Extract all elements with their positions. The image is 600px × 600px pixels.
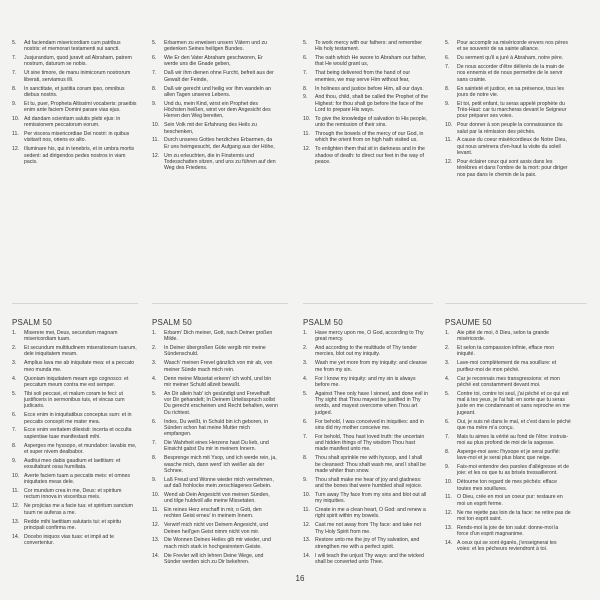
verse-number: 1. [303,330,308,336]
verse-text: Ecce enim veritatem dilexisti: incerta et occulta sapientiae tuae manifestasti mihi. [24,427,132,440]
verse-text: Und du, mein Kind, wirst ein Prophet des Höchsten heißen, wirst vor dem Angesicht des Herren den Weg bereiten, [164,100,271,120]
verse [152,477,278,490]
verse [152,70,278,83]
verse-number: 5. [12,390,17,397]
verse [152,330,278,343]
verse [303,40,429,53]
verse-number: 13. [12,518,20,525]
verse-text: Per viscera misericordiae Dei nostri: in quibus visitavit nos, oriens ex alto. [24,131,130,144]
verse-number: 8. [445,85,450,92]
verse [12,146,138,165]
verse [12,412,138,425]
verse-number: 7. [12,55,17,62]
verse-number: 9. [445,100,450,107]
divider [152,303,288,304]
verse-number: 12. [303,146,311,153]
verse-text: Averte faciem tuam a peccatis meis: et omnes iniquitates meas dele. [24,472,131,486]
verse [303,94,429,113]
verse [152,153,278,172]
verse-text: Aie pitié de moi, ô Dieu, selon ta grande miséricorde. [457,330,549,343]
verse-number: 7. [152,70,157,77]
verse [303,455,429,474]
psalm-heading: PSAUME 50 [445,318,492,327]
verse-text: Sein Volk mit der Erfahrung des Heils zu beschenken, [164,122,257,135]
verse-number: 11. [12,488,19,495]
verse-text: Détourne ton regard de mes péchés: efface toutes mes souillures. [457,479,557,492]
verse [152,553,278,566]
divider [445,303,587,304]
verse-number: 4. [445,375,450,382]
verse [445,391,571,416]
verse [12,70,138,83]
verse-number: 8. [303,455,308,462]
verse-text: Asperges me hyssopo, et mundabor: lavabis me, et super nivem dealbabor. [24,442,137,455]
verse-text: Pour éclairer ceux qui sont assis dans les ténèbres et dans l'ombre de la mort: pour diriger nos pas dans le chemin de la paix. [457,158,568,178]
divider [12,303,138,304]
verse-number: 5. [445,40,450,46]
verse-text: Indes, Du weißt, in Schuld bin ich geboren, in Sünden schon hat meine Mutter mich empfangen. [164,418,269,438]
verse-text: Ecce enim in iniquitatibus conceptus sum: et in peccatis concepit me mater mea. [24,412,132,425]
verse-number: 12. [152,522,160,529]
verse-number: 3. [303,360,308,367]
verse [445,419,571,432]
verse-number: 7. [303,433,308,440]
verse-number: 14. [12,533,20,540]
verse-number: 2. [12,345,17,352]
verse-number: 11. [152,137,159,144]
verse-number: 9. [303,94,308,101]
verse [303,434,429,453]
verse-text: Tibi soli peccavi, et malum coram te feci: ut justificeris in sermonibus tuis, et vincas cum judicaris. [24,390,125,410]
verse [12,519,138,532]
verse [152,345,278,358]
verse-text: An Dir allein hab' ich gesündigt und Frevelhaft vor Dir gehandelt; In Deinem Urteilsspruch sollst Du gerecht erscheinen und Recht behalten, wenn Du richtest. [164,390,278,416]
verse-number: 6. [303,55,308,62]
verse [445,64,571,83]
verse-number: 10. [152,122,160,129]
verse-text: Mais tu aimes la vérité au fond de l'être: instruis-moi au plus profond de moi de la sagesse. [457,433,569,447]
verse [12,86,138,99]
verse-text: For behold, I was conceived in iniquities: and in sins did my mother conceive me. [315,418,424,431]
verse-number: 8. [303,85,308,92]
verse-text: Through the bowels of the mercy of our God, in which the orient from on high hath visited us. [315,131,424,144]
verse [152,507,278,520]
verse [303,116,429,129]
verse-number: 2. [152,345,157,352]
verse [445,137,571,156]
verse-text: Ein reines Herz erschaff in mir, o Gott, den rechten Geist erneu' in meinem Innern. [164,507,262,520]
verse-text: Wasch' meinen Frevel gänzlich von mir ab, von meiner Sünde mach mich rein. [164,360,273,373]
verse [12,116,138,129]
verse [303,146,429,165]
verse [303,391,429,416]
verse [445,159,571,178]
verse-number: 1. [445,330,450,336]
verse-text: Wie Er den Vater Abraham geschworen, Er werde uns die Gnade geben, [164,55,263,68]
verse-number: 13. [303,537,311,544]
verse-text: Turn away Thy face from my sins and blot out all my iniquities. [315,491,427,505]
verse-number: 7. [445,433,450,440]
verse [445,40,571,53]
verse [445,540,571,553]
verse-number: 12. [445,158,453,165]
verse [445,122,571,135]
verse-text: Ad dandam scientiam salutis plebi ejus: in remissionem peccatorum eorum. [24,115,121,129]
verse [152,419,278,438]
verse-number: 9. [12,457,17,464]
verse-number: 10. [303,491,311,498]
verse-number: 3. [12,360,17,367]
verse [12,131,138,144]
verse-number: 7. [445,64,450,71]
page-number: 16 [295,574,305,583]
verse-text: And thou, child, shalt be called the Prophet of the Highest: for thou shalt go before the face of the Lord to prepare His ways. [315,94,429,114]
verse [12,503,138,516]
verse-text: And according to the multitude of Thy tender mercies, blot out my iniquity. [315,345,417,358]
verse-number: 9. [445,464,450,471]
verse-text: Cast me not away from Thy face: and take not Thy Holy Spirit from me. [315,522,422,535]
psalm-column-french [445,318,571,555]
verse [445,449,571,462]
verse-text: Auditui meo dabis gaudium et laetitiam: et exsultabunt ossa humiliata. [24,457,121,471]
verse-number: 10. [303,115,311,122]
verse-text: Daß wir gerecht und heilig vor Ihm wandeln an allen Tagen unseres Lebens. [164,85,271,98]
verse-number: 14. [152,552,160,559]
verse [445,101,571,120]
verse-text: Quoniam iniquitatem meam ego cognosco: et peccatum meum contra me est semper. [24,375,129,388]
verse-text: Docebo iniquos vias tuas: et impii ad te convertentur. [24,533,114,547]
verse-number: 1. [152,330,157,336]
verse-number: 11. [152,507,159,514]
verse-number: 5. [152,390,157,397]
verse-text: Verwirf mich nicht vor Deinem Angesicht, und Deinen heil'gen Geist nimm nicht von mir. [164,522,269,535]
verse-number: 5. [303,40,308,46]
verse-text: Restore unto me the joy of Thy salvation, and strengthen me with a perfect spirit. [315,537,420,550]
psalm-heading: PSALM 50 [12,318,52,327]
verse [152,440,278,453]
verse [152,492,278,505]
verse-text: Amplius lava me ab iniquitate mea: et a peccato meo munda me. [24,360,135,373]
verse-text: Erbarmen zu erweisen unsern Vätern und zu gedenken Seines heiligen Bundes. [164,40,267,53]
verse-text: Besprenge mich mit Ysop, und ich werde rein, ja, wasche mich, dann werd' ich weißer als der Schnee. [164,455,277,474]
top-column-french [445,40,571,180]
verse [12,391,138,410]
verse-text: Et selon ta compassion infinie, efface mon iniquité. [457,345,555,358]
verse [445,330,571,343]
verse-text: Pour donner à son peuple la connaissance du salut par la rémission des péchés. [457,122,563,135]
verse [303,492,429,505]
verse-number: 12. [303,522,311,529]
psalm-column-latin [12,318,138,549]
verse-text: O Dieu, crée en moi un coeur pur: restaure en moi un esprit ferme. [457,494,563,507]
verse-text: A cause du coeur miséricordieux de Notre Dieu, qui nous amènera d'en-haut la visite du soleil levant. [457,137,567,157]
verse [303,55,429,68]
verse-text: Wend ab Dein Angesicht von meinen Sünden, und tilge huldvoll alle meine Missetaten. [164,491,270,505]
verse-text: Miserere mei, Deus, secundum magnam misericordiam tuam. [24,330,118,343]
verse-number: 3. [152,360,157,367]
divider [303,303,433,304]
psalm-column-english [303,318,429,568]
verse [303,507,429,520]
verse [303,70,429,83]
verse-text: In sanctitate, et justitia coram ipso, omnibus diebus nostris. [24,85,125,98]
verse-text: In Deiner übergroßen Güte vergib mir meine Sündenschuld. [164,345,266,358]
verse-text: Laß Freud und Wonne wieder mich vernehmen, auf daß frohlocke mein zerschlagenes Gebein. [164,476,274,489]
verse-number: 10. [12,472,20,479]
top-column-german [152,40,278,174]
verse-number: 9. [152,100,157,107]
verse [12,376,138,389]
verse [12,473,138,486]
verse-text: To enlighten them that sit in darkness and in the shadow of death: to direct our feet in the way of peace. [315,146,425,165]
verse-number: 10. [152,491,160,498]
verse-text: To work mercy with our fathers: and remember His holy testament. [315,40,422,53]
verse [303,131,429,144]
verse-number: 6. [12,412,17,419]
verse [445,494,571,507]
verse [445,479,571,492]
verse-number: 12. [152,152,160,159]
verse [12,458,138,471]
verse [152,537,278,550]
verse-text: Du serment qu'il a juré à Abraham, notre père. [457,55,564,62]
top-column-latin [12,40,138,168]
verse-text: Die Wonnen Deines Heiles gib mir wieder, und mach mich stark in hochgesinntem Geiste. [164,537,271,550]
psalm-heading: PSALM 50 [152,318,192,327]
verse-text: To give the knowledge of salvation to His people, unto the remission of their sins. [315,115,428,129]
verse-text: Have mercy upon me, O God, according to Thy great mercy. [315,330,424,343]
verse-text: In holiness and justice before Him, all our days. [315,85,424,92]
verse-text: For behold, Thou hast loved truth: the uncertain and hidden things of Thy wisdom Thou hast made manifest unto me. [315,433,425,453]
verse [12,534,138,547]
verse [12,427,138,440]
verse [152,391,278,416]
verse-text: Erbarm' Dich meiner, Gott, nach Deiner großen Milde. [164,330,273,343]
verse [303,477,429,490]
verse-text: Asperge-moi avec l'hysope et je serai purifié: lave-moi et je serai plus blanc que neige. [457,448,561,462]
verse-number: 11. [303,131,310,138]
verse-number: 11. [303,507,310,514]
verse-text: Wash me yet more from my iniquity: and cleanse me from my sin. [315,360,427,373]
verse [152,40,278,53]
verse-number: 7. [303,70,308,77]
verse [303,345,429,358]
verse [152,101,278,120]
verse-number: 8. [445,448,450,455]
verse [445,434,571,447]
verse [152,55,278,68]
verse [12,55,138,68]
verse-text: Contre toi, contre toi seul, j'ai péché et ce qui est mal à tes yeux, je l'ai fait: en sorte que tu seras juste en me condamnant et sans reproche en me jugeant. [457,390,570,416]
verse-number: 13. [152,537,160,544]
verse-text: De nous accorder d'être délivrés de la main de nos ennemis et de nous permettre de le servir sans crainte. [457,64,565,83]
verse-number: 14. [445,540,453,547]
verse-number: 6. [152,418,157,425]
verse [445,360,571,373]
verse-text: Die Frevler will ich lehren Deine Wege, und Sünder werden sich zu Dir bekehren. [164,552,264,565]
verse-number: 1. [12,330,17,336]
verse-number: 4. [12,375,17,382]
verse-text: Cor mundum crea in me, Deus: et spiritum rectum innova in visceribus meis. [24,488,122,501]
verse-text: Ut sine timore, de manu inimicorum nostrorum liberati, serviamus illi. [24,70,131,83]
verse-number: 2. [303,345,308,352]
verse-number: 8. [152,455,157,462]
verse [12,101,138,114]
verse-text: Rends-moi la joie de ton salut: donne-moi la force d'un esprit magnanime. [457,524,559,538]
verse-text: Ne projicias me a facie tua: et spiritum sanctum tuum ne auferas a me. [24,503,133,516]
verse-number: 8. [12,442,17,449]
verse-text: Denn meine Missetat erkenn' ich wohl, und bin mir meiner Schuld allzeit bewußt. [164,375,272,388]
verse-number: 6. [303,418,308,425]
verse [12,488,138,501]
verse [303,537,429,550]
verse-text: I will teach the unjust Thy ways: and the wicked shall be converted unto Thee. [315,552,424,565]
verse-text: Create in me a clean heart, O God: and renew a right spirit within my bowels. [315,507,426,520]
verse-number: 11. [12,131,19,138]
verse [152,376,278,389]
verse-number: 5. [152,40,157,46]
verse-text: Ad faciendam misericordiam cum patribus nostris: et memorari testamenti sui sancti. [24,40,121,53]
verse-number: 9. [12,100,17,107]
verse-text: Fais-moi entendre des paroles d'allégresse et de joie: et les os que tu as brisés tressailleront. [457,464,570,477]
verse [445,510,571,523]
verse [445,376,571,389]
verse [152,122,278,135]
verse-number: 14. [303,552,311,559]
verse-number: 7. [12,427,17,434]
psalm-column-german [152,318,278,568]
verse [12,345,138,358]
verse-number: 4. [152,375,157,382]
verse-text: Lave-moi complètement de ma souillure: et purifiez-moi de mon péché. [457,360,557,373]
verse-number: 2. [445,345,450,352]
verse [445,345,571,358]
verse-number: 5. [445,390,450,397]
verse-text: A ceux qui se sont égarés, j'enseignerai tes voies: et les pécheurs reviendront à toi. [457,540,557,553]
verse-number: 5. [12,40,17,46]
verse [445,464,571,477]
verse-number: 12. [12,503,20,510]
verse-text: Daß wir ihm dienen ohne Furcht, befreit aus der Gewalt der Feinde, [164,70,274,83]
verse-text: Die Wahrheit eines Herzens hast Du lieb, und Einsicht gabst Du mir in meinem Innern. [164,440,269,453]
verse [303,376,429,389]
verse-number: 10. [445,479,453,486]
verse [152,360,278,373]
verse-text: For I know my iniquity: and my sin is always before me. [315,375,416,388]
verse-text: Redde mihi laetitiam salutaris tui: et spiritu principali confirma me. [24,518,122,531]
verse-text: That being delivered from the hand of our enemies, we may serve Him without fear, [315,70,411,83]
verse-number: 8. [152,85,157,92]
verse [12,330,138,343]
verse-text: Against Thee only have I sinned, and done evil in Thy sight: that Thou mayest be justified in Thy words, and mayest overcome when Thou art judged. [315,390,428,416]
verse [445,86,571,99]
psalm-heading: PSALM 50 [303,318,343,327]
verse-number: 12. [445,509,453,516]
verse-text: Oui, je suis né dans le mal, et c'est dans le péché que ma mère m'a conçu. [457,418,571,431]
verse-number: 6. [445,55,450,62]
verse [12,360,138,373]
verse-number: 11. [445,137,452,144]
verse-number: 5. [303,390,308,397]
verse-text: Thou shalt make me hear of joy and gladness: and the bones that were humbled shall rejoice. [315,476,423,489]
verse-number: 10. [12,115,20,122]
verse-number: 10. [445,122,453,129]
verse [445,525,571,538]
verse-text: Pour accomplir sa miséricorde envers nos pères et se souvenir de sa sainte alliance. [457,40,568,53]
verse [152,137,278,150]
verse-number: 6. [445,418,450,425]
verse [303,86,429,92]
verse [152,522,278,535]
verse-text: Car je reconnais mes transgressions: et mon péché est constamment devant moi. [457,375,560,388]
verse-number: 3. [445,360,450,367]
verse-number: 13. [445,524,453,531]
verse-text: Durch unseres Gottes herzliches Erbarmen, da Er uns heimgesucht, der Aufgang aus der Höhe, [164,137,275,150]
verse [12,40,138,53]
top-column-english [303,40,429,168]
verse [12,443,138,456]
verse [303,553,429,566]
verse-text: The oath which He swore to Abraham our father, that He would grant us, [315,55,427,68]
verse [303,419,429,432]
verse-number: 9. [152,476,157,483]
verse [303,360,429,373]
verse-number: 11. [445,494,452,501]
verse [445,55,571,61]
verse-number: 4. [303,375,308,382]
verse-text: Thou shalt sprinkle me with hyssop, and I shall be cleansed: Thou shalt wash me, and I shall be made whiter than snow. [315,455,426,474]
verse [303,522,429,535]
verse-number: 6. [152,55,157,62]
verse-text: Et tu, puer, Propheta Altissimi vocaberis: praeibis enim ante faciem Domini parare vias ejus. [24,100,137,114]
verse-number: 12. [12,146,20,153]
verse-text: Jusjurandum, quod juravit ad Abraham, patrem nostrum, daturum se nobis. [24,55,132,68]
verse-number: 9. [303,476,308,483]
verse-text: Et toi, petit enfant, tu seras appelé prophète du Très-Haut: car tu marcheras devant le Seigneur pour préparer ses voies. [457,100,567,120]
verse [303,330,429,343]
verse-number: 8. [12,85,17,92]
verse-number: 7. [152,440,157,447]
verse-text: Ne me rejette pas loin de ta face: ne retire pas de moi ton esprit saint. [457,509,571,522]
verse-number: 7. [12,70,17,77]
verse-text: Um zu erleuchten, die in Finsternis und Todesschatten sitzen, und uns zu führen auf den Weg des Friedens. [164,152,276,172]
verse-text: En sainteté et justice, en sa présence, tous les jours de notre vie. [457,85,564,98]
verse [152,455,278,474]
verse [152,86,278,99]
verse-text: Et secundum multitudinem miserationum tuarum, dele iniquitatem meam. [24,345,137,358]
verse-text: Illuminare his, qui in tenebris, et in umbra mortis sedent: ad dirigendos pedes nostros in viam pacis. [24,146,135,165]
